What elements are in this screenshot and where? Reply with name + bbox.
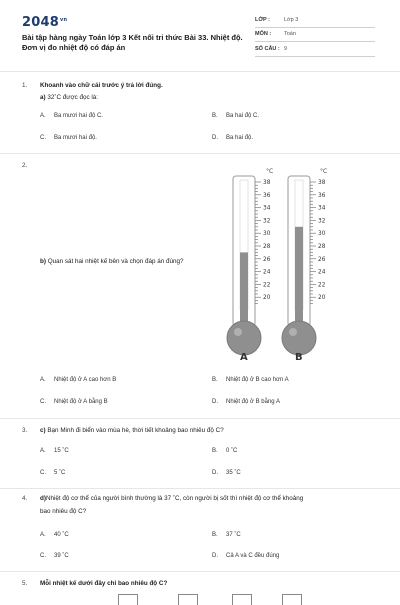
scale-tick-label: 38 — [318, 180, 326, 186]
scale-tick-label: 28 — [318, 244, 326, 250]
scale-tick-label: 30 — [318, 231, 326, 238]
question-text: d)Nhiệt độ cơ thể của người bình thường là 37 ˚C, còn người bị sốt thì nhiệt độ cơ thể khoảng — [40, 495, 304, 502]
question-divider — [0, 488, 400, 489]
question-number: 1. — [22, 82, 28, 89]
question-text: Mỗi nhiệt kế dưới đây chỉ bao nhiêu độ C? — [40, 580, 168, 587]
scale-tick-label: 34 — [263, 205, 271, 212]
answer-option[interactable]: C. 5 ˚C — [40, 470, 66, 476]
question-text-continued: bao nhiêu độ C? — [40, 508, 87, 515]
answer-option[interactable]: C. Ba mươi hai độ. — [40, 135, 97, 141]
answer-option[interactable]: A. 15 ˚C — [40, 448, 69, 454]
scale-tick-label: 26 — [263, 256, 271, 263]
question-text: a) 32˚C được đọc là: — [40, 94, 99, 101]
scale-tick-label: 24 — [263, 269, 271, 276]
scale-tick-label: 30 — [263, 231, 271, 238]
answer-option[interactable]: B. Ba hai độ C. — [212, 113, 260, 119]
site-logo[interactable]: $2048^{vn}$ — [22, 15, 68, 30]
answer-option[interactable]: C. 39 ˚C — [40, 553, 69, 559]
scale-tick-label: 32 — [318, 218, 326, 225]
meta-count-label: SỐ CÂU : — [255, 46, 280, 52]
question-number: 2. — [22, 162, 28, 169]
thermometer-figure — [210, 160, 350, 365]
answer-option[interactable]: A. 40 ˚C — [40, 532, 69, 538]
meta-divider — [255, 41, 375, 42]
answer-option[interactable]: B. Nhiệt độ ở B cao hơn A — [212, 377, 289, 383]
meta-divider — [255, 56, 375, 57]
scale-tick-label: 22 — [263, 282, 271, 289]
page-title: Bài tập hàng ngày Toán lớp 3 Kết nối tri thức Bài 33. Nhiệt độ. Đơn vị đo nhiệt độ có đáp án — [22, 33, 243, 52]
answer-option[interactable]: A. Nhiệt độ ở A cao hơn B — [40, 377, 117, 383]
meta-subject-value: Toán — [284, 31, 296, 37]
answer-option[interactable]: D. Cả A và C đều đúng — [212, 553, 280, 559]
answer-option[interactable]: A. Ba mươi hai độ C. — [40, 113, 103, 119]
answer-option[interactable]: D. Ba hai độ. — [212, 135, 254, 141]
question-number: 3. — [22, 427, 28, 434]
question-text: b) Quan sát hai nhiệt kế bên và chọn đáp án đúng? — [40, 258, 184, 265]
thermometer-a — [227, 168, 273, 363]
scale-tick-label: 24 — [318, 269, 326, 276]
scale-tick-label: 22 — [318, 282, 326, 289]
thermometer-b-mercury — [295, 227, 303, 326]
scale-tick-label: 26 — [318, 256, 326, 263]
question-instruction: Khoanh vào chữ cái trước ý trả lời đúng. — [40, 82, 163, 89]
answer-option[interactable]: D. Nhiệt độ ở B bằng A — [212, 399, 280, 405]
header-divider — [0, 71, 400, 72]
question-number: 4. — [22, 495, 28, 502]
answer-option[interactable]: D. 35 ˚C — [212, 470, 241, 476]
thermometer-a-mercury — [240, 252, 248, 326]
unit-label-b: °C — [320, 168, 328, 175]
meta-grade-label: LỚP : — [255, 17, 270, 23]
question-number: 5. — [22, 580, 28, 587]
question-divider — [0, 571, 400, 572]
meta-grade-value: Lớp 3 — [284, 17, 299, 23]
scale-tick-label: 36 — [318, 192, 326, 199]
question-divider — [0, 418, 400, 419]
answer-option[interactable]: B. 0 ˚C — [212, 448, 238, 454]
meta-count-value: 9 — [284, 46, 288, 52]
scale-tick-label: 36 — [263, 192, 271, 199]
scale-tick-label: 20 — [318, 295, 326, 302]
answer-option[interactable]: B. 37 ˚C — [212, 532, 241, 538]
scale-tick-label: 20 — [263, 295, 271, 302]
bulb-highlight — [289, 328, 297, 336]
question-text: c) Bạn Minh đi biển vào mùa hè, thời tiết khoảng bao nhiêu độ C? — [40, 427, 224, 434]
scale-tick-label: 32 — [263, 218, 271, 225]
thermometer-b — [282, 168, 327, 363]
scale-tick-label: 34 — [318, 205, 326, 212]
answer-option[interactable]: C. Nhiệt độ ở A bằng B — [40, 399, 108, 405]
thermometer-a-label: A — [240, 352, 248, 363]
thermometer-a-bulb — [227, 321, 261, 355]
meta-subject-label: MÔN : — [255, 31, 272, 37]
thermometer-b-bulb — [282, 321, 316, 355]
scale-tick-label: 28 — [263, 244, 271, 250]
question-divider — [0, 153, 400, 154]
bulb-highlight — [234, 328, 242, 336]
meta-divider — [255, 27, 375, 28]
thermometer-b-label: B — [295, 352, 303, 363]
unit-label-a: °C — [266, 168, 274, 175]
scale-tick-label: 38 — [263, 180, 271, 186]
